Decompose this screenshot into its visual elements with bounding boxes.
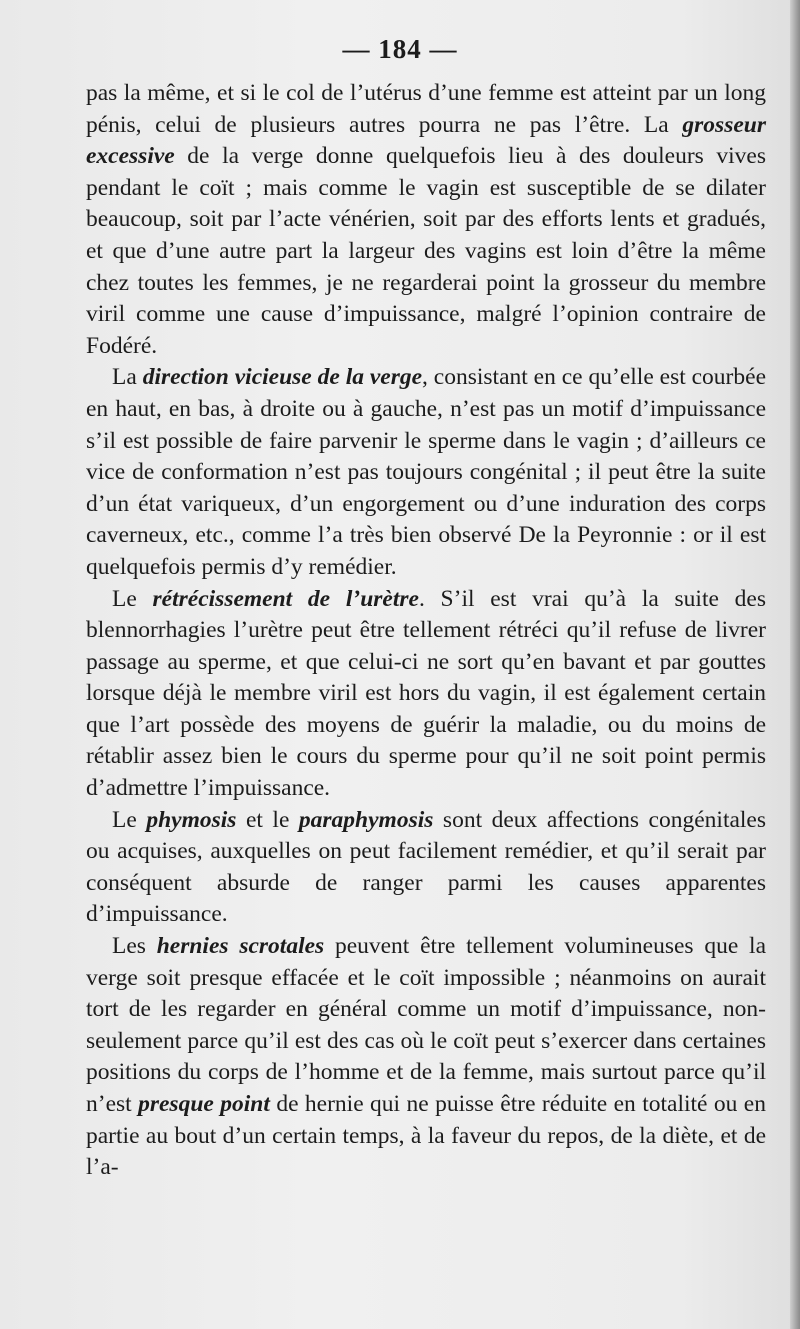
paragraph-text: sont deux affections congénitales ou acquises, auxquelles on peut facilement remédier, et qu’il serait par conséquent absurde de ranger parmi les causes apparentes d’impuissance. [86, 806, 767, 928]
paragraph-text: peuvent être tellement volumineuses que la verge soit presque effacée et le coït impossible ; néanmoins on aurait tort de les regarder en général comme un motif d’impuissance, non-seulement parce qu’il est des cas où le coït peut s’exercer dans certaines positions du corps de l’homme et de la femme, mais surtout parce qu’il n’est [86, 933, 766, 1117]
page-number: — 184 — [342, 34, 458, 64]
italic-term: phymosis [146, 806, 237, 833]
paragraph-direction [86, 362, 766, 583]
paragraph-text: Le [112, 585, 153, 612]
paragraph-text: et le [236, 806, 299, 833]
paragraph-text: Le [112, 806, 147, 833]
italic-term: presque point [138, 1091, 270, 1117]
paragraph-grosseur [86, 78, 766, 362]
italic-term: grosseur excessive [86, 111, 766, 170]
paragraph-text: Les [112, 933, 157, 960]
paragraph-text: , consistant en ce qu’elle est courbée en haut, en bas, à droite ou à gauche, n’est pas un motif d’impuissance s’il est possible de faire parvenir le sperme dans le vagin ; d’ailleurs ce vice de conformation n’est pas toujours congénital ; il peut être la suite d’un état variqueux, d’un engorgement ou d’une induration des corps caverneux, etc., comme l’a très bien observé De la Peyronnie : or il est quelquefois permis d’y remédier. [86, 364, 766, 580]
paragraph-phymosis [86, 805, 766, 931]
italic-term: rétrécissement de l’urètre [152, 585, 419, 612]
italic-term: paraphymosis [298, 806, 434, 833]
paragraph-text: pas la même, et si le col de l’utérus d’une femme est atteint par un long pénis, celui de plusieurs autres pourra ne pas l’être. La [86, 80, 766, 138]
paragraph-uretre [86, 584, 766, 805]
paragraph-text: de hernie qui ne puisse être réduite en totalité ou en partie au bout d’un certain temps, à la faveur du repos, de la diète, et de l’a- [86, 1091, 766, 1181]
paragraph-hernies [86, 931, 766, 1184]
page-edge-shadow [790, 0, 800, 1329]
paragraph-text: La [112, 364, 143, 391]
paragraph-text: . S’il est vrai qu’à la suite des blennorrhagies l’urètre peut être tellement rétréci qu’il refuse de livrer passage au sperme, et que celui-ci ne sort qu’en bavant et par gouttes lorsque déjà le membre viril est hors du vagin, il est également certain que l’art possède des moyens de guérir la maladie, ou du moins de rétablir assez bien le cours du sperme pour qu’il ne soit point permis d’admettre l’impuissance. [86, 585, 766, 802]
paragraph-text: de la verge donne quelquefois lieu à des douleurs vives pendant le coït ; mais comme le vagin est susceptible de se dilater beaucoup, soit par l’acte vénérien, soit par des efforts lents et gradués, et que d’une autre part la largeur des vagins est loin d’être la même chez toutes les femmes, je ne regarderai point la grosseur du membre viril comme une cause d’impuissance, malgré l’opinion contraire de Fodéré. [86, 143, 766, 359]
italic-term: direction vicieuse de la verge [142, 364, 423, 391]
italic-term: hernies scrotales [156, 933, 325, 960]
page-body [86, 78, 766, 1184]
